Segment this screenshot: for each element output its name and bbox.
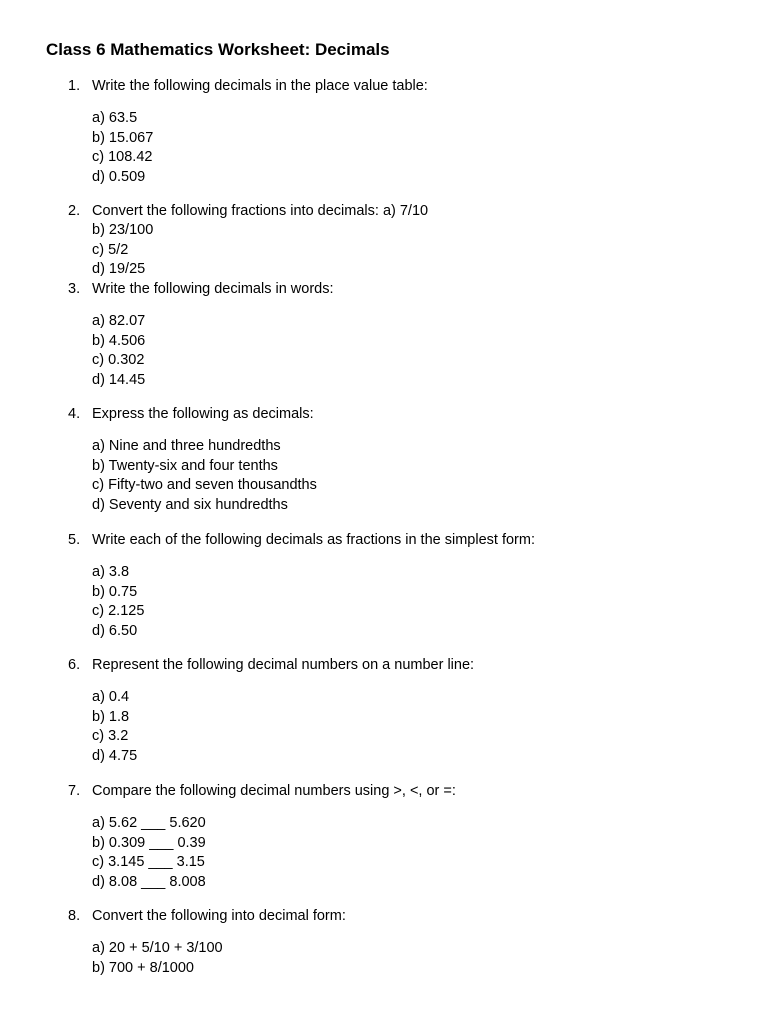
question-line [0,76,768,96]
question-text: Convert the following into decimal form: [92,908,346,924]
question-line [0,906,768,926]
question-text: Write the following decimals in words: [92,281,334,297]
question-3 [0,279,768,390]
options-list [0,312,768,390]
question-number: 3. [68,281,81,297]
question-number: 4. [68,406,81,422]
question-number: 1. [68,78,81,94]
option-item: a) 20 + 5/10 + 3/100 [92,940,223,956]
question-text: Represent the following decimal numbers on a number line: [92,657,475,673]
question-1 [0,76,768,187]
option-item: a) 82.07 [92,313,146,329]
option-item: c) 3.2 [92,728,129,744]
option-item: c) Fifty-two and seven thousandths [92,477,317,493]
question-text: Express the following as decimals: [92,406,314,422]
question-5 [0,530,768,641]
options-list [0,221,768,280]
options-list [0,939,768,978]
question-number: 5. [68,532,81,548]
option-item: b) 23/100 [92,222,154,238]
option-item: d) 0.509 [92,168,146,185]
question-8 [0,906,768,978]
options-list [0,688,768,766]
question-text: Write each of the following decimals as fractions in the simplest form: [92,532,535,548]
option-item: b) 700 + 8/1000 [92,959,194,976]
question-4 [0,404,768,515]
option-item: c) 0.302 [92,352,145,368]
option-item: b) 4.506 [92,332,146,349]
question-text: Write the following decimals in the place value table: [92,78,428,94]
options-list [0,814,768,892]
option-item: b) Twenty-six and four tenths [92,457,278,474]
option-item: d) Seventy and six hundredths [92,496,288,513]
option-item: c) 108.42 [92,149,153,165]
question-number: 8. [68,908,81,924]
option-item: a) Nine and three hundredths [92,438,281,454]
option-item: d) 19/25 [92,261,146,277]
option-item: a) 0.4 [92,689,130,705]
question-line [0,404,768,424]
option-item: c) 3.145 ___ 3.15 [92,854,205,870]
question-number: 2. [68,203,81,219]
option-item: c) 2.125 [92,603,145,619]
option-item: d) 6.50 [92,622,138,639]
question-text: Compare the following decimal numbers using >, <, or =: [92,783,456,799]
worksheet-title: Class 6 Mathematics Worksheet: Decimals [46,40,390,59]
question-line [0,201,768,221]
question-number: 7. [68,783,81,799]
question-line [0,781,768,801]
question-number: 6. [68,657,81,673]
option-item: d) 4.75 [92,747,138,764]
option-item: b) 1.8 [92,708,130,725]
option-item: d) 8.08 ___ 8.008 [92,873,206,890]
question-line [0,655,768,675]
option-item: a) 5.62 ___ 5.620 [92,815,206,831]
option-item: a) 3.8 [92,564,130,580]
question-text: Convert the following fractions into decimals: a) 7/10 [92,203,429,219]
question-line [0,530,768,550]
option-item: a) 63.5 [92,110,138,126]
question-2 [0,201,768,280]
option-item: b) 0.75 [92,583,138,600]
options-list [0,109,768,187]
question-line [0,279,768,299]
option-item: c) 5/2 [92,241,129,258]
option-item: d) 14.45 [92,371,146,388]
option-item: b) 0.309 ___ 0.39 [92,834,206,851]
option-item: b) 15.067 [92,129,154,146]
question-6 [0,655,768,766]
options-list [0,563,768,641]
question-7 [0,781,768,892]
options-list [0,437,768,515]
